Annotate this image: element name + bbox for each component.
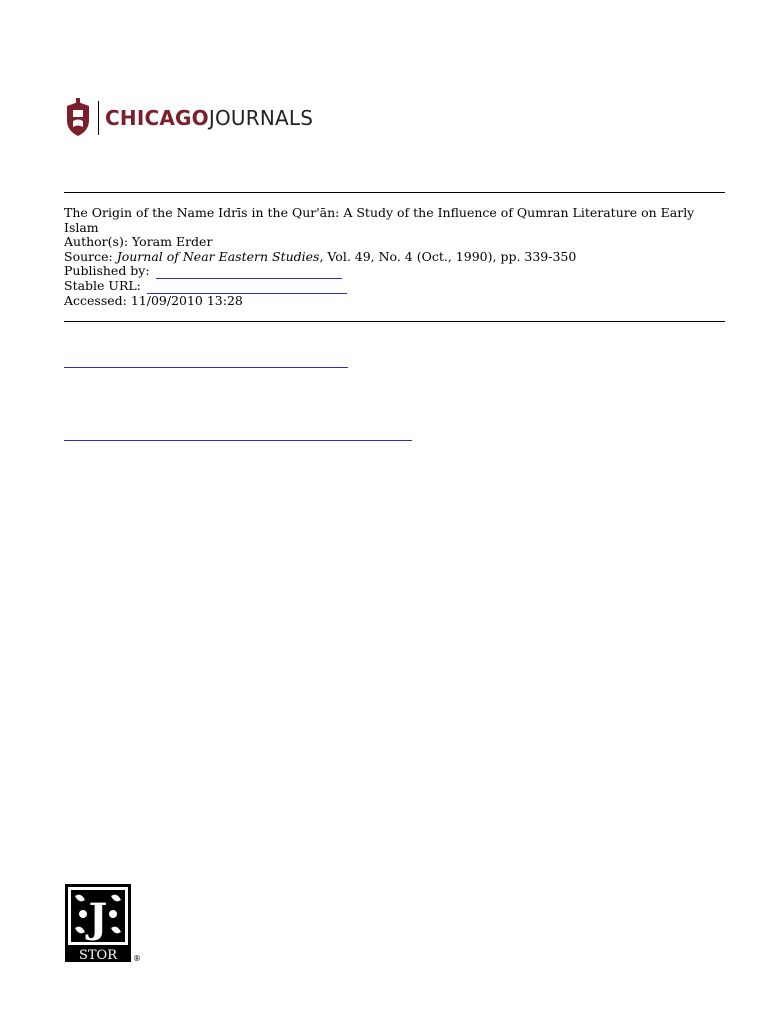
- citation-block: [64, 206, 724, 308]
- link-placeholder-2[interactable]: [64, 440, 412, 441]
- brand-chicago: CHICAGO: [105, 106, 209, 130]
- publisher-link[interactable]: [156, 267, 342, 279]
- brand-journals: JOURNALS: [208, 106, 314, 130]
- published-by-label: Published by:: [64, 263, 154, 279]
- article-authors: Author(s): Yoram Erder: [64, 234, 213, 250]
- source-journal: Journal of Near Eastern Studies: [116, 248, 320, 264]
- jstor-emblem-icon: [65, 884, 131, 962]
- article-title: The Origin of the Name Idrīs in the Qur'ān: A Study of the Influence of Qumran Literature on Early Islam: [64, 205, 695, 235]
- article-source: [64, 250, 724, 265]
- accessed-date: Accessed: 11/09/2010 13:28: [64, 292, 243, 308]
- jstor-wordmark: STOR: [78, 948, 118, 962]
- source-details: , Vol. 49, No. 4 (Oct., 1990), pp. 339-350: [319, 248, 577, 264]
- jstor-logo: [65, 884, 141, 966]
- jstor-letter: J: [88, 895, 108, 942]
- top-divider: [64, 192, 725, 193]
- bottom-divider: [64, 321, 725, 322]
- university-crest-icon: [64, 98, 92, 138]
- registered-mark: ®: [133, 954, 141, 963]
- stable-url-label: Stable URL:: [64, 277, 145, 293]
- logo-divider: [98, 101, 99, 135]
- chicago-journals-logo: [64, 96, 313, 140]
- published-by-row: [64, 264, 724, 279]
- brand-wordmark: [105, 106, 313, 130]
- stable-url-row: [64, 279, 724, 294]
- link-placeholder-1[interactable]: [64, 367, 348, 368]
- stable-url-link[interactable]: [147, 282, 347, 294]
- source-label: Source:: [64, 248, 117, 264]
